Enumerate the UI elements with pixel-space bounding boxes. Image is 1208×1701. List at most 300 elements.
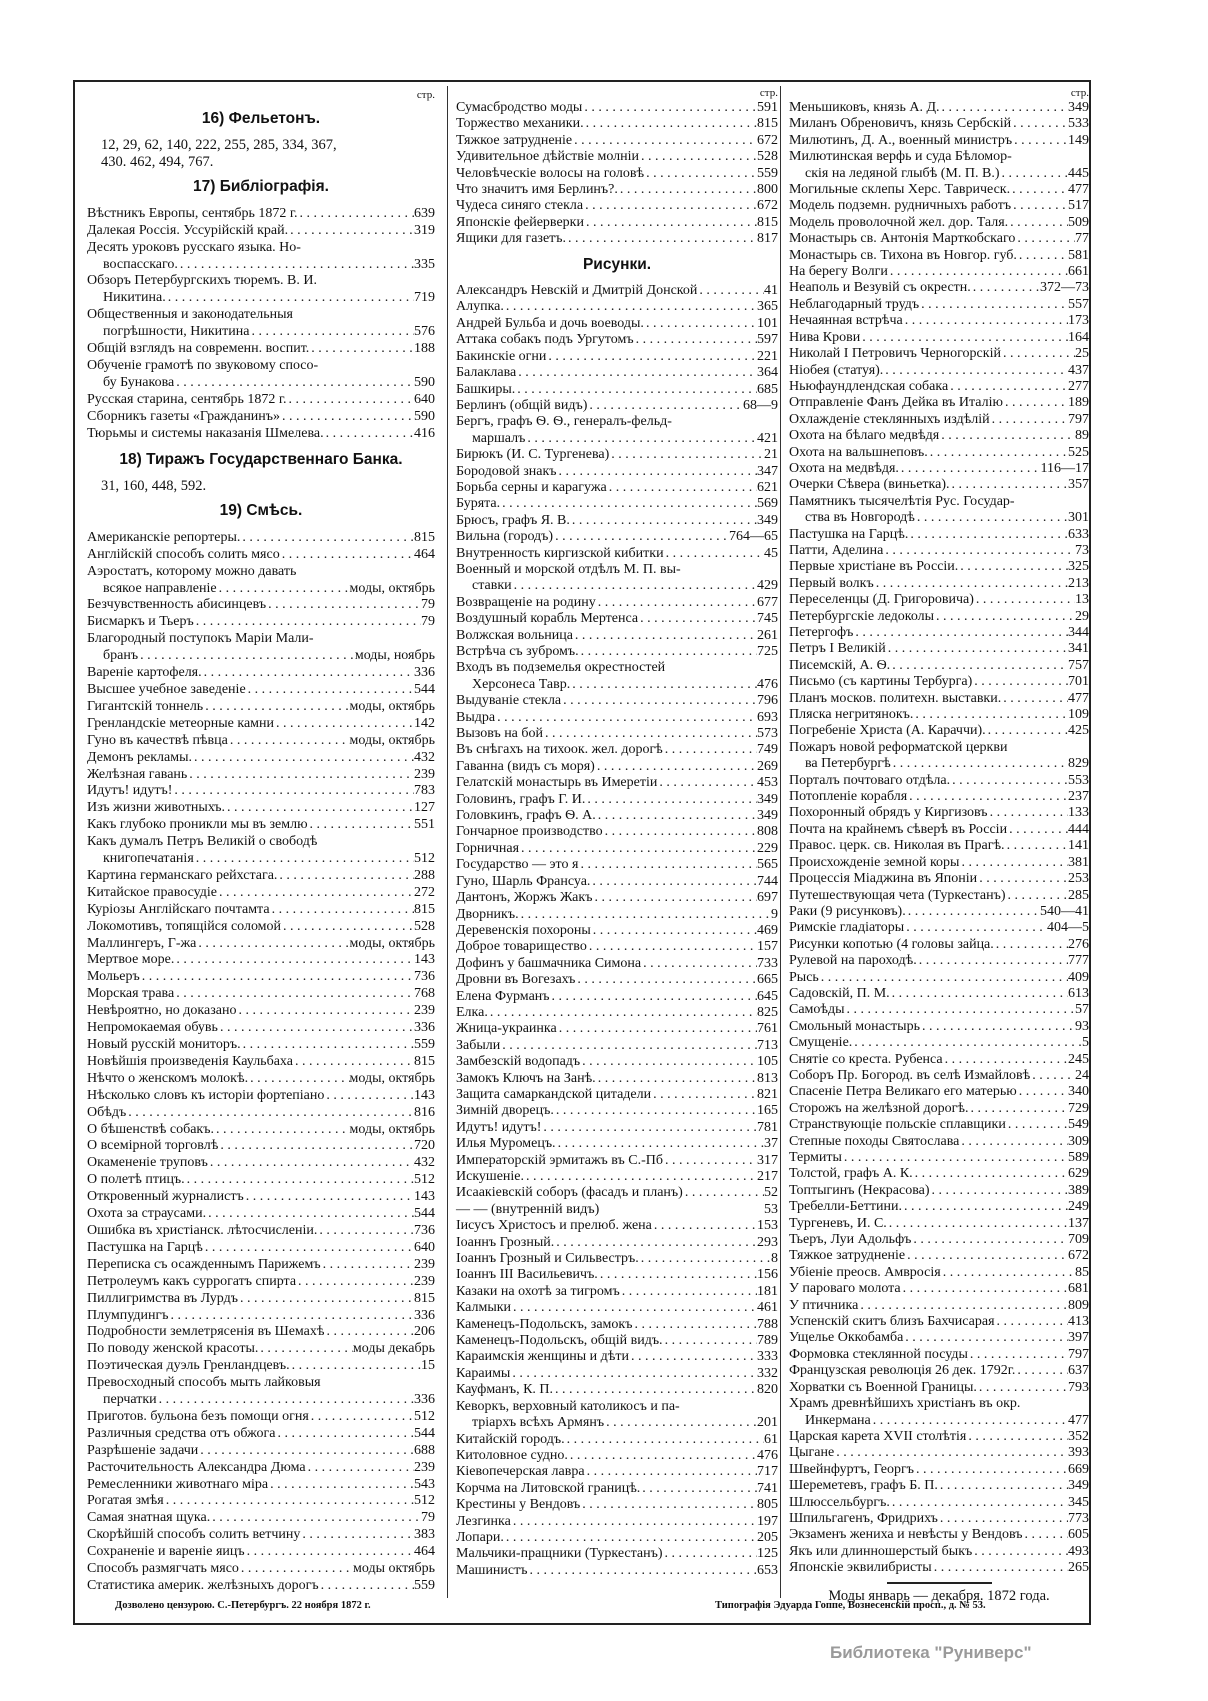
index-entry: [456, 595, 778, 611]
entry-title: Каменецъ-Подольскъ, замокъ: [456, 1316, 633, 1332]
index-entry: [789, 871, 1089, 887]
index-entry: [789, 805, 1089, 821]
index-entry: [87, 597, 435, 614]
entry-title: Охота на вальшнеповъ.: [789, 444, 928, 460]
page-number: 797: [1068, 411, 1089, 427]
entry-row: [87, 530, 435, 547]
index-entry: [789, 641, 1089, 657]
index-entry: [456, 1267, 778, 1283]
dot-leader: [598, 1267, 757, 1283]
dot-leader: [298, 206, 415, 223]
page-number: 815: [757, 214, 778, 230]
dot-leader: [853, 625, 1068, 641]
page-number: 332: [757, 1365, 778, 1381]
page-number: 288: [414, 867, 435, 883]
index-entry: [456, 332, 778, 348]
page-number: 261: [757, 627, 778, 643]
entry-title: Гуно въ качествѣ пѣвца: [87, 732, 228, 748]
dot-leader: [238, 1291, 414, 1308]
entry-title: Ньюфаундлендская собака: [789, 378, 949, 394]
entry-row: [456, 447, 778, 463]
dot-leader: [834, 1445, 1068, 1461]
page-number: 341: [1068, 641, 1089, 657]
dot-leader: [570, 677, 757, 693]
dot-leader: [187, 767, 414, 784]
dot-leader: [971, 280, 1040, 296]
page-number: 89: [1075, 428, 1089, 444]
index-entry: [456, 1136, 778, 1152]
entry-title: Китайское правосудіе: [87, 884, 217, 900]
index-entry: [789, 674, 1089, 690]
dot-leader: [871, 1413, 1068, 1429]
entry-title: Куріозы Англійскаго почтамта: [87, 901, 270, 917]
entry-row: [456, 808, 778, 824]
entry-row: [456, 182, 778, 198]
page-number: 729: [1068, 1100, 1089, 1116]
page-number: 5: [1082, 1035, 1089, 1051]
index-entry: [456, 1021, 778, 1037]
index-entry: [789, 1084, 1089, 1100]
page-number: 569: [757, 496, 778, 512]
index-entry: [789, 707, 1089, 723]
index-entry: [87, 547, 435, 564]
dot-leader: [888, 264, 1068, 280]
page-number: 793: [1068, 1379, 1089, 1395]
entry-row: [456, 1317, 778, 1333]
page-number: 432: [414, 1155, 435, 1171]
index-entry: [789, 1314, 1089, 1330]
page-number: 544: [414, 1206, 435, 1222]
index-entry: [87, 426, 435, 443]
index-entry: [87, 1460, 435, 1477]
index-entry: [456, 182, 778, 198]
entry-row: [87, 1138, 435, 1155]
entry-title: Нѣчто о женскомъ молокѣ.: [87, 1070, 249, 1086]
page-number: 744: [757, 873, 778, 889]
dot-leader: [919, 297, 1068, 313]
index-entry: [87, 1223, 435, 1240]
entry-title: Американскіе репортеры.: [87, 529, 241, 545]
entry-row: [456, 907, 778, 923]
entry-row: [456, 1284, 778, 1300]
index-entry: [456, 660, 778, 693]
entry-title: Сумасбродство моды: [456, 100, 583, 115]
page-number: 349: [757, 791, 778, 807]
entry-row: [456, 1120, 778, 1136]
page-number: моды, ноябрь: [354, 648, 435, 664]
page-number: 153: [757, 1218, 778, 1234]
entry-title: Лезгинка: [456, 1513, 511, 1529]
entry-title: Путешествующая чета (Туркестанъ): [789, 887, 1006, 903]
dot-leader: [819, 970, 1068, 986]
dot-leader: [1011, 116, 1068, 132]
index-entry: [456, 231, 778, 247]
entry-title: Плумпудингъ: [87, 1307, 169, 1323]
page-number: 239: [414, 1256, 435, 1272]
index-entry: [456, 1169, 778, 1185]
index-entry: [456, 1251, 778, 1267]
dot-leader: [911, 1232, 1068, 1248]
index-entry: [456, 1333, 778, 1349]
dot-leader: [202, 665, 414, 682]
page-number: 181: [757, 1283, 778, 1299]
entry-row: [456, 693, 778, 709]
index-entry: [789, 395, 1089, 411]
entry-row: [456, 710, 778, 726]
page-number: 781: [757, 1119, 778, 1135]
entry-row: [789, 346, 1089, 362]
entry-title: Шлюссельбургъ.: [789, 1494, 890, 1510]
entry-row: [456, 133, 778, 149]
page-number: 272: [414, 884, 435, 900]
dot-leader: [557, 1021, 757, 1037]
entry-title: Морская трава: [87, 986, 175, 1002]
index-entry: [456, 496, 778, 512]
dot-leader: [240, 530, 414, 547]
index-entry: [87, 1341, 435, 1358]
page-number: 335: [414, 256, 435, 272]
index-entry: [87, 631, 435, 665]
page-number: 85: [1075, 1264, 1089, 1280]
entry-title: Башкиры.: [456, 381, 516, 397]
index-entry: [456, 316, 778, 332]
index-entry: [87, 530, 435, 547]
entry-title: Возвращеніе на родину: [456, 594, 596, 610]
page-number: 197: [757, 1513, 778, 1529]
dot-leader: [590, 874, 757, 890]
entry-row: [789, 543, 1089, 559]
index-entry: [789, 1396, 1089, 1429]
page-number: 24: [1075, 1067, 1089, 1083]
entry-title: Бирюкъ (И. С. Тургенева): [456, 447, 610, 463]
dot-leader: [524, 1169, 757, 1185]
index-entry: [87, 223, 435, 240]
page-number: 591: [757, 100, 778, 115]
page-number: 665: [757, 972, 778, 988]
dot-leader: [968, 1101, 1068, 1117]
dot-leader: [908, 527, 1068, 543]
page-number: 8: [771, 1251, 778, 1267]
entry-row: [456, 1021, 778, 1037]
entry-row: [789, 691, 1089, 707]
dot-leader: [584, 215, 757, 231]
index-entry: [456, 956, 778, 972]
entry-row: [87, 597, 435, 614]
entry-title: Окамененіе труповъ: [87, 1155, 208, 1171]
entry-row: [456, 513, 778, 529]
index-entry: [789, 445, 1089, 461]
index-entry: [789, 1068, 1089, 1084]
dot-leader: [266, 597, 421, 614]
entry-row: [456, 149, 778, 165]
entry-title: Французская революція 26 дек. 1792г.: [789, 1363, 1016, 1379]
entry-title: Швейнфуртъ, Георгъ: [789, 1461, 914, 1477]
entry-row: [456, 1071, 778, 1087]
page-number: 573: [757, 726, 778, 742]
index-entry: [789, 477, 1089, 493]
dot-leader: [321, 1257, 414, 1274]
page-number: 229: [757, 840, 778, 856]
entry-row: [87, 223, 435, 240]
entry-row: [789, 1199, 1089, 1215]
page-number: 349: [1068, 100, 1089, 115]
page-number: 713: [757, 1037, 778, 1053]
entry-row: [456, 215, 778, 231]
entry-title: Въ снѣгахъ на тихоок. жел. дорогѣ: [456, 742, 663, 758]
entry-row: [456, 742, 778, 758]
entry-title: Самая знатная щука.: [87, 1510, 211, 1526]
entry-title: Скорѣйшій способъ солить ветчину: [87, 1527, 301, 1543]
dot-leader: [324, 1088, 414, 1105]
page-number: 768: [414, 986, 435, 1002]
page-number: 581: [1068, 247, 1089, 263]
entry-row: [789, 1216, 1089, 1232]
page-number: 347: [757, 463, 778, 479]
index-entry: [87, 564, 435, 598]
entry-title: О бѣшенствѣ собакъ.: [87, 1121, 214, 1137]
entry-row: [456, 398, 778, 414]
page-number: 597: [757, 332, 778, 348]
page-number: 301: [1068, 510, 1089, 526]
page-number: 365: [757, 299, 778, 315]
dot-leader: [860, 330, 1068, 346]
entry-row: [456, 1267, 778, 1283]
entry-row: [87, 1223, 435, 1240]
index-entry: [789, 1281, 1089, 1297]
entry-title: Происхожденіе земной коры: [789, 854, 960, 870]
index-entry: [456, 1366, 778, 1382]
entry-row: [87, 919, 435, 936]
entry-title: Переселенцы (Д. Григоровича): [789, 592, 974, 608]
index-entry: [87, 1105, 435, 1122]
page-number: 589: [1068, 1150, 1089, 1165]
entry-title: Маллингеръ, Г-жа: [87, 935, 197, 951]
entry-row: [87, 1561, 435, 1578]
entry-title: Раки (9 рисунковъ).: [789, 903, 906, 919]
index-entry: [789, 986, 1089, 1002]
index-entry: [789, 494, 1089, 527]
page-number: 349: [757, 512, 778, 528]
dot-leader: [890, 1495, 1068, 1511]
index-entry: [456, 283, 778, 299]
index-entry: [456, 939, 778, 955]
page-column-label: стр.: [1070, 87, 1089, 99]
index-entry: [87, 1088, 435, 1105]
entry-title: Разрѣшеніе задачи: [87, 1442, 199, 1458]
entry-row: [789, 116, 1089, 132]
index-entry: [789, 1478, 1089, 1494]
index-entry: [456, 1235, 778, 1251]
entry-title: Нива Крови: [789, 329, 861, 345]
entry-title: Погребеніе Христа (А. Караччи).: [789, 723, 986, 739]
entry-title-continued: ставки: [472, 578, 512, 594]
index-entry: [789, 920, 1089, 936]
entry-row: [456, 1038, 778, 1054]
entry-title: Кауфманъ, К. П.: [456, 1382, 554, 1398]
index-entry: [456, 1284, 778, 1300]
entry-title: Новый русскій мониторъ.: [87, 1037, 241, 1052]
entry-continuation-row: [456, 1415, 778, 1431]
entry-row: [456, 611, 778, 627]
entry-title: Торжество механики.: [456, 116, 584, 132]
entry-row: [789, 1052, 1089, 1068]
dot-leader: [995, 1314, 1068, 1330]
entry-title: Елена Фурманъ: [456, 988, 550, 1004]
index-entry: [789, 1035, 1089, 1051]
page-number: 239: [414, 1273, 435, 1289]
page-number: 528: [757, 149, 778, 165]
entry-title: Каменецъ-Подольскъ, общій видъ.: [456, 1333, 663, 1349]
dot-leader: [977, 1380, 1068, 1396]
page-number: 336: [414, 1392, 435, 1408]
dot-leader: [1022, 1527, 1068, 1543]
index-entry: [87, 733, 435, 750]
index-entry: [789, 1363, 1089, 1379]
entry-row: [789, 822, 1089, 838]
entry-row: [456, 1169, 778, 1185]
dot-leader: [1007, 822, 1068, 838]
index-entry: [456, 710, 778, 726]
entry-title: Тяжкое затрудненіе: [789, 1248, 906, 1264]
entry-row: [789, 1544, 1089, 1560]
entry-title: Волжская вольница: [456, 627, 573, 643]
index-entry: [456, 1120, 778, 1136]
entry-title: Мольеръ: [87, 969, 140, 985]
entry-title: Рисунки копотью (4 головы зайца.: [789, 936, 994, 952]
page-number: 797: [1068, 1346, 1089, 1362]
entry-title: Планъ москов. политехн. выставки.: [789, 690, 1002, 706]
page-number: 79: [421, 1510, 435, 1526]
page-number: 143: [414, 1087, 435, 1103]
page-number: 576: [414, 324, 435, 340]
page-number: 825: [757, 1004, 778, 1020]
index-entry: [87, 699, 435, 716]
page-number: 52: [764, 1185, 778, 1201]
page-number: 393: [1068, 1445, 1089, 1461]
index-entry: [456, 414, 778, 447]
entry-row: [87, 783, 435, 800]
dot-leader: [1008, 215, 1068, 231]
entry-row: [789, 1265, 1089, 1281]
dot-leader: [663, 742, 757, 758]
index-entry: [456, 1448, 778, 1464]
page-number: 364: [757, 365, 778, 381]
index-entry: [87, 1138, 435, 1155]
entry-row: [789, 527, 1089, 543]
section-heading: 17) Библіографія.: [193, 178, 329, 196]
entry-row: [789, 871, 1089, 887]
page-number: 239: [414, 766, 435, 782]
page-number: 493: [1068, 1543, 1089, 1559]
entry-title: Идутъ! идутъ!: [87, 783, 173, 799]
index-entry: [456, 166, 778, 182]
entry-row: [87, 1460, 435, 1477]
entry-title: Демонъ рекламы.: [87, 749, 193, 765]
index-entry: [789, 625, 1089, 641]
page-number: 815: [757, 116, 778, 132]
entry-row: [87, 1578, 435, 1595]
page-number: 719: [414, 290, 435, 306]
page-number: 336: [414, 1307, 435, 1323]
index-entry: [456, 1071, 778, 1087]
dot-leader: [511, 1514, 757, 1530]
entry-title: Встрѣча съ зубромъ.: [456, 644, 579, 659]
entry-row: [456, 824, 778, 840]
index-entry: [87, 1510, 435, 1527]
entry-row: [456, 989, 778, 1005]
entry-title: Снятіе со креста. Рубенса: [789, 1051, 943, 1067]
dot-leader: [166, 290, 414, 307]
page-number: 277: [1068, 378, 1089, 394]
dot-leader: [525, 431, 757, 447]
page-number: 549: [1068, 1117, 1089, 1133]
index-entry: [789, 264, 1089, 280]
page-number-list: [87, 137, 435, 170]
entry-row: [87, 800, 435, 817]
dot-leader: [203, 699, 349, 716]
page-number: 688: [414, 1442, 435, 1458]
page-number: 477: [1068, 690, 1089, 706]
entry-row: [789, 264, 1089, 280]
entry-title: Петергофъ: [789, 625, 854, 640]
page-number: 590: [414, 408, 435, 424]
page-number: 143: [414, 1189, 435, 1205]
page-number: 201: [757, 1415, 778, 1431]
entry-title: Казаки на охотѣ за тигромъ: [456, 1283, 620, 1299]
entry-title: Нечаянная встрѣча: [789, 313, 903, 329]
index-entry: [87, 817, 435, 834]
page-number: 605: [1068, 1527, 1089, 1543]
index-entry: [789, 1216, 1089, 1232]
page-number: 137: [1068, 1215, 1089, 1231]
entry-row: [456, 1087, 778, 1103]
page-number: 345: [1068, 1494, 1089, 1510]
page-number: 352: [1068, 1428, 1089, 1444]
dot-leader: [164, 1493, 414, 1510]
page-number: 761: [757, 1021, 778, 1037]
dot-leader: [994, 937, 1068, 953]
index-entry: [87, 1257, 435, 1274]
entry-title: Забыли: [456, 1037, 501, 1053]
dot-leader: [274, 716, 414, 733]
entry-title-continued: погрѣшности, Никитина: [103, 324, 250, 340]
page-number: 413: [1068, 1314, 1089, 1330]
page-number: 809: [1068, 1297, 1089, 1313]
entry-title-continued: бранъ: [103, 648, 139, 664]
index-entry: [456, 1399, 778, 1432]
page-number: 381: [1068, 854, 1089, 870]
dot-leader: [883, 363, 1068, 379]
dot-leader: [550, 989, 757, 1005]
entry-title: Писемскій, А. Ѳ.: [789, 657, 891, 673]
entry-row: [87, 1291, 435, 1308]
index-entry: [789, 100, 1089, 116]
page-number: 777: [1068, 953, 1089, 969]
entry-row: [789, 395, 1089, 411]
entry-row: [87, 1308, 435, 1325]
page-number: 325: [1068, 559, 1089, 575]
index-entry: [456, 693, 778, 709]
dot-leader: [217, 885, 414, 902]
entry-row: [789, 1314, 1089, 1330]
entry-title: Высшее учебное заведеніе: [87, 681, 246, 697]
entry-continuation-row: [87, 648, 435, 665]
entry-row: [87, 885, 435, 902]
entry-title: Что значитъ имя Берлинъ?.: [456, 182, 618, 198]
page-number: 245: [1068, 1051, 1089, 1067]
index-entry: [87, 307, 435, 341]
entry-row: [87, 547, 435, 564]
